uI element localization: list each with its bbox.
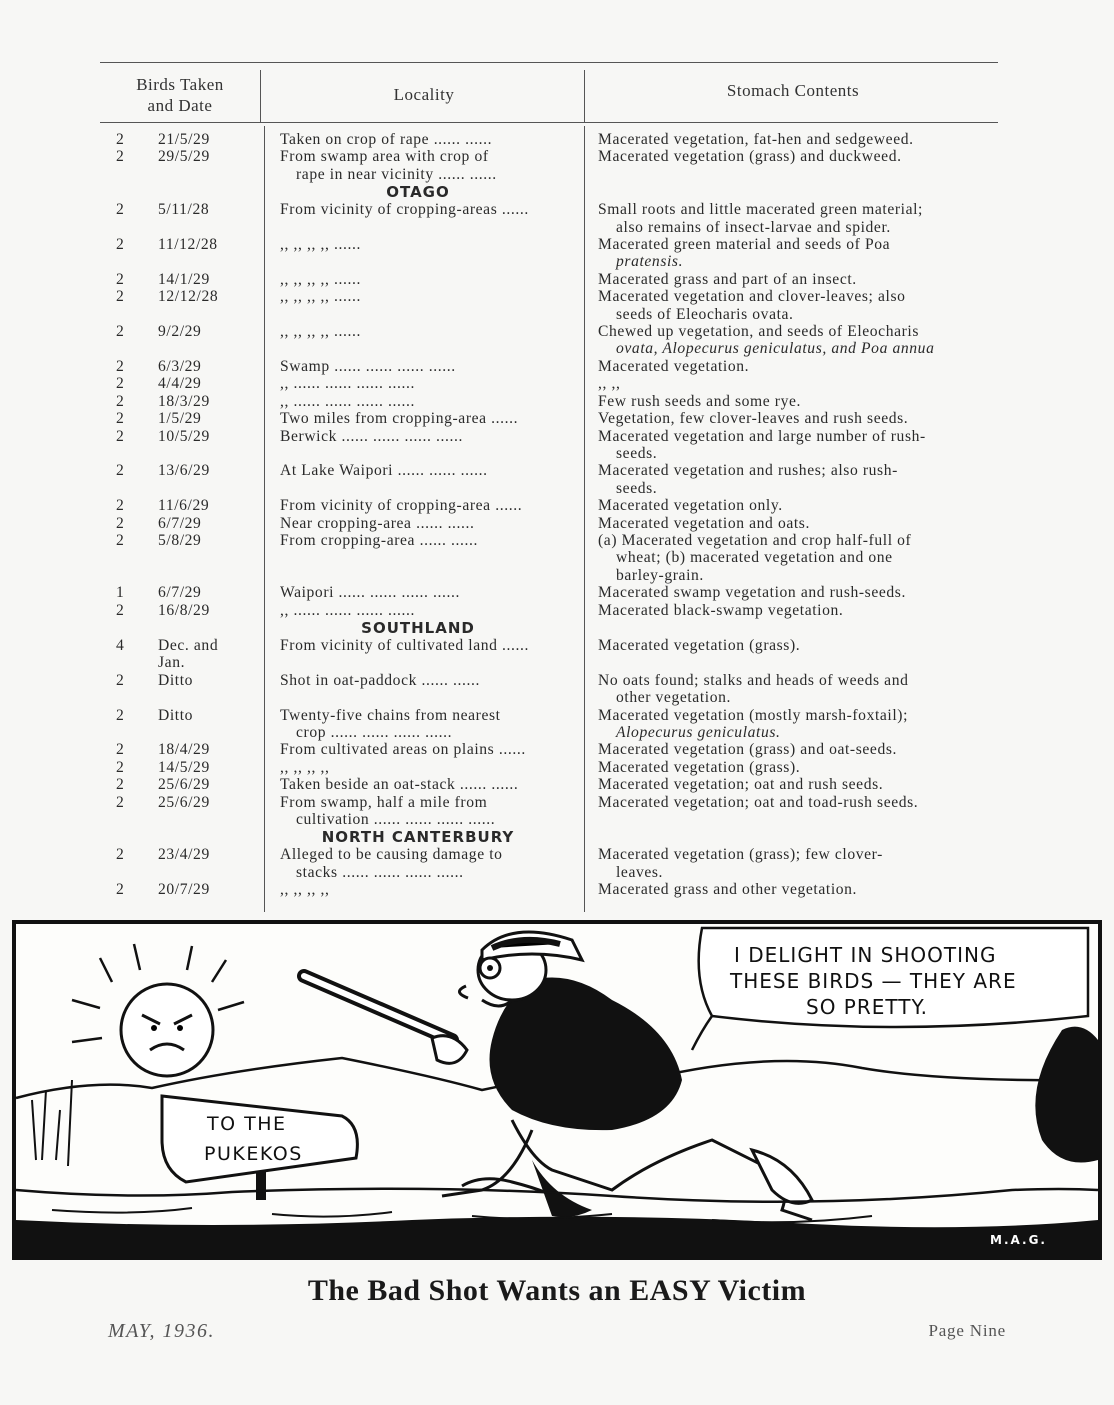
table-row bbox=[100, 497, 998, 514]
stomach-contents-cell: Few rush seeds and some rye. bbox=[598, 392, 802, 410]
table-row bbox=[100, 846, 998, 863]
table-row bbox=[100, 707, 998, 724]
stomach-contents-cell bbox=[572, 166, 998, 183]
stomach-contents-cell: also remains of insect-larvae and spider. bbox=[616, 218, 891, 236]
locality-cell: ,, ...... ...... ...... ...... bbox=[280, 375, 415, 393]
table-row bbox=[100, 637, 998, 654]
stomach-contents-cell bbox=[572, 654, 998, 671]
date-cell: 21/5/29 bbox=[158, 131, 210, 148]
locality-cell bbox=[264, 219, 572, 236]
bird-count-cell bbox=[100, 253, 140, 270]
stomach-contents-cell: Chewed up vegetation, and seeds of Eleocharis bbox=[598, 323, 920, 341]
table-row bbox=[100, 689, 998, 706]
stomach-contents-cell: Macerated vegetation (grass). bbox=[598, 636, 801, 654]
bird-count-cell: 2 bbox=[116, 236, 125, 254]
table-row bbox=[100, 358, 998, 375]
bird-count-cell bbox=[100, 166, 140, 183]
bird-count-cell bbox=[100, 567, 140, 584]
locality-cell: From cropping-area ...... ...... bbox=[280, 531, 479, 549]
stomach-contents-cell: ,, ,, bbox=[598, 375, 621, 393]
bird-count-cell bbox=[100, 445, 140, 462]
locality-cell: Near cropping-area ...... ...... bbox=[280, 514, 475, 532]
locality-cell: ,, ,, ,, ,, ...... bbox=[280, 270, 361, 288]
table-top-rule bbox=[100, 62, 998, 63]
locality-cell bbox=[264, 567, 572, 584]
table-row bbox=[100, 549, 998, 566]
table-row bbox=[100, 672, 998, 689]
stomach-contents-cell: Vegetation, few clover-leaves and rush seeds. bbox=[598, 410, 909, 428]
locality-cell bbox=[264, 340, 572, 357]
table-row bbox=[100, 271, 998, 288]
stomach-contents-cell: Macerated vegetation and large number of rush- bbox=[598, 427, 926, 445]
region-heading: SOUTHLAND bbox=[361, 618, 475, 637]
date-cell: 25/6/29 bbox=[158, 776, 210, 794]
speech-line-1: I DELIGHT IN SHOOTING bbox=[734, 943, 997, 967]
date-cell: 18/3/29 bbox=[158, 392, 210, 410]
bird-count-cell: 2 bbox=[116, 741, 125, 759]
stomach-contents-cell: seeds of Eleocharis ovata. bbox=[616, 305, 794, 323]
bird-count-cell: 4 bbox=[116, 636, 125, 654]
bird-count-cell: 2 bbox=[116, 793, 125, 811]
locality-cell: rape in near vicinity ...... ...... bbox=[296, 165, 497, 183]
date-cell: Dec. and bbox=[158, 636, 219, 654]
date-cell: 14/5/29 bbox=[158, 758, 210, 776]
locality-cell: ,, ,, ,, ,, ...... bbox=[280, 288, 361, 306]
stomach-contents-cell: Macerated vegetation (mostly marsh-foxtail); bbox=[598, 706, 909, 724]
locality-cell: Alleged to be causing damage to bbox=[280, 846, 503, 864]
locality-cell: ,, ...... ...... ...... ...... bbox=[280, 392, 415, 410]
table-row bbox=[100, 219, 998, 236]
cartoon-caption: The Bad Shot Wants an EASY Victim bbox=[307, 1274, 807, 1307]
table-row bbox=[100, 306, 998, 323]
table-row bbox=[100, 288, 998, 305]
table-row bbox=[100, 428, 998, 445]
locality-cell: From swamp area with crop of bbox=[280, 148, 489, 166]
bird-count-cell: 2 bbox=[116, 410, 125, 428]
table-row bbox=[100, 811, 998, 828]
locality-cell: Berwick ...... ...... ...... ...... bbox=[280, 427, 463, 445]
date-cell: 25/6/29 bbox=[158, 793, 210, 811]
bird-count-cell bbox=[100, 340, 140, 357]
date-cell bbox=[140, 567, 264, 584]
date-cell: Ditto bbox=[158, 706, 194, 724]
stomach-contents-cell: seeds. bbox=[616, 444, 658, 462]
bird-count-cell: 2 bbox=[116, 601, 125, 619]
date-cell: 6/3/29 bbox=[158, 357, 202, 375]
locality-cell: From cultivated areas on plains ...... bbox=[280, 741, 526, 759]
bird-count-cell: 2 bbox=[116, 392, 125, 410]
table-row bbox=[100, 375, 998, 392]
region-heading-row bbox=[100, 828, 998, 846]
bird-count-cell: 2 bbox=[116, 462, 125, 480]
date-cell bbox=[140, 864, 264, 881]
stomach-contents-cell: leaves. bbox=[616, 863, 664, 881]
bird-count-cell bbox=[100, 689, 140, 706]
header-divider-1 bbox=[260, 70, 261, 122]
stomach-contents-cell: seeds. bbox=[616, 479, 658, 497]
date-cell bbox=[140, 689, 264, 706]
date-cell: 1/5/29 bbox=[158, 410, 202, 428]
stomach-contents-cell: Macerated vegetation and clover-leaves; also bbox=[598, 288, 906, 306]
stomach-contents-cell: Alopecurus geniculatus. bbox=[616, 724, 781, 741]
date-cell bbox=[140, 445, 264, 462]
date-cell: Ditto bbox=[158, 671, 194, 689]
stomach-contents-cell: other vegetation. bbox=[616, 689, 731, 707]
bird-count-cell: 2 bbox=[116, 514, 125, 532]
locality-cell bbox=[264, 689, 572, 706]
stomach-contents-cell: Macerated vegetation and oats. bbox=[598, 514, 810, 532]
bird-count-cell bbox=[100, 724, 140, 741]
date-cell: 5/8/29 bbox=[158, 531, 202, 549]
bird-count-cell bbox=[100, 654, 140, 671]
date-cell: 29/5/29 bbox=[158, 148, 210, 166]
locality-cell bbox=[264, 306, 572, 323]
date-cell: 6/7/29 bbox=[158, 514, 202, 532]
stomach-contents-cell: No oats found; stalks and heads of weeds and bbox=[598, 671, 909, 689]
date-cell bbox=[140, 480, 264, 497]
date-cell bbox=[140, 253, 264, 270]
bird-count-cell: 2 bbox=[116, 270, 125, 288]
date-cell bbox=[140, 724, 264, 741]
date-cell: 11/12/28 bbox=[158, 236, 218, 254]
table-row bbox=[100, 515, 998, 532]
locality-cell bbox=[264, 480, 572, 497]
date-cell: Jan. bbox=[158, 654, 186, 672]
locality-cell: From vicinity of cropping-area ...... bbox=[280, 497, 523, 515]
bird-count-cell: 2 bbox=[116, 357, 125, 375]
locality-cell: ,, ...... ...... ...... ...... bbox=[280, 601, 415, 619]
table-row bbox=[100, 323, 998, 340]
table-row bbox=[100, 462, 998, 479]
stomach-contents-cell: (a) Macerated vegetation and crop half-full of bbox=[598, 531, 912, 549]
date-cell: 12/12/28 bbox=[158, 288, 219, 306]
bird-count-cell: 2 bbox=[116, 375, 125, 393]
locality-cell: From vicinity of cultivated land ...... bbox=[280, 636, 530, 654]
stomach-contents-cell: Macerated vegetation; oat and rush seeds. bbox=[598, 776, 884, 794]
date-cell: 5/11/28 bbox=[158, 201, 210, 219]
speech-line-2: THESE BIRDS — THEY ARE bbox=[730, 969, 1017, 993]
bird-count-cell: 2 bbox=[116, 881, 125, 899]
locality-cell: Shot in oat-paddock ...... ...... bbox=[280, 671, 480, 689]
locality-cell: ,, ,, ,, ,, bbox=[280, 758, 330, 776]
table-row bbox=[100, 654, 998, 671]
table-row bbox=[100, 776, 998, 793]
table-row bbox=[100, 759, 998, 776]
stomach-contents-cell: Macerated vegetation and rushes; also rush- bbox=[598, 462, 898, 480]
date-cell bbox=[140, 219, 264, 236]
speech-line-3: SO PRETTY. bbox=[806, 995, 928, 1019]
date-cell: 6/7/29 bbox=[158, 584, 202, 602]
stomach-contents-cell bbox=[572, 811, 998, 828]
bird-count-cell: 2 bbox=[116, 531, 125, 549]
stomach-contents-cell: Macerated vegetation (grass) and duckweed. bbox=[598, 148, 902, 166]
header-birds-line1: Birds Taken bbox=[136, 75, 224, 94]
region-heading-row bbox=[100, 183, 998, 201]
region-heading: NORTH CANTERBURY bbox=[321, 828, 515, 847]
cartoon bbox=[12, 920, 1102, 1260]
date-cell: 20/7/29 bbox=[158, 881, 210, 899]
table-row bbox=[100, 602, 998, 619]
table-row bbox=[100, 567, 998, 584]
stomach-contents-cell: Macerated black-swamp vegetation. bbox=[598, 601, 844, 619]
bird-count-cell: 2 bbox=[116, 201, 125, 219]
bird-count-cell: 2 bbox=[116, 758, 125, 776]
bird-count-cell: 2 bbox=[116, 288, 125, 306]
date-cell bbox=[140, 340, 264, 357]
stomach-contents-cell: Macerated grass and part of an insect. bbox=[598, 270, 857, 288]
locality-cell: ,, ,, ,, ,, bbox=[280, 881, 330, 899]
stomach-contents-cell: Macerated swamp vegetation and rush-seeds. bbox=[598, 584, 906, 602]
bird-count-cell bbox=[100, 306, 140, 323]
table-row bbox=[100, 253, 998, 270]
bird-count-cell: 2 bbox=[116, 706, 125, 724]
stomach-contents-cell: wheat; (b) macerated vegetation and one bbox=[616, 549, 893, 567]
stomach-contents-cell: Macerated vegetation; oat and toad-rush seeds. bbox=[598, 793, 919, 811]
locality-cell: From vicinity of cropping-areas ...... bbox=[280, 201, 529, 219]
sign-line-2: PUKEKOS bbox=[204, 1143, 303, 1165]
header-stomach: Stomach Contents bbox=[726, 81, 860, 100]
locality-cell: Twenty-five chains from nearest bbox=[280, 706, 501, 724]
artist-signature: M.A.G. bbox=[990, 1233, 1047, 1247]
bird-count-cell bbox=[100, 219, 140, 236]
table-row bbox=[100, 724, 998, 741]
bird-count-cell: 2 bbox=[116, 427, 125, 445]
header-locality: Locality bbox=[393, 85, 455, 104]
table-row bbox=[100, 445, 998, 462]
locality-cell: Taken beside an oat-stack ...... ...... bbox=[280, 776, 519, 794]
stomach-contents-cell: Macerated vegetation (grass) and oat-seeds. bbox=[598, 741, 898, 759]
table-row bbox=[100, 236, 998, 253]
stomach-contents-cell: Macerated vegetation, fat-hen and sedgeweed. bbox=[598, 131, 914, 148]
date-cell: 11/6/29 bbox=[158, 497, 210, 515]
stomach-contents-cell: Small roots and little macerated green material; bbox=[598, 201, 923, 219]
header-birds bbox=[100, 74, 260, 116]
date-cell: 4/4/29 bbox=[158, 375, 202, 393]
table-header-rule bbox=[100, 122, 998, 123]
stomach-contents-cell: Macerated vegetation. bbox=[598, 357, 750, 375]
stomach-contents-cell: Macerated green material and seeds of Poa bbox=[598, 236, 891, 254]
bird-count-cell: 2 bbox=[116, 671, 125, 689]
bird-count-cell bbox=[100, 480, 140, 497]
locality-cell bbox=[264, 549, 572, 566]
locality-cell: ,, ,, ,, ,, ...... bbox=[280, 323, 361, 341]
locality-cell: ,, ,, ,, ,, ...... bbox=[280, 236, 361, 254]
table-row bbox=[100, 166, 998, 183]
bird-count-cell: 2 bbox=[116, 776, 125, 794]
stomach-contents-cell: Macerated grass and other vegetation. bbox=[598, 881, 858, 899]
footer-date: MAY, 1936. bbox=[108, 1320, 216, 1342]
locality-cell bbox=[264, 253, 572, 270]
locality-cell bbox=[264, 445, 572, 462]
date-cell: 18/4/29 bbox=[158, 741, 210, 759]
table-row bbox=[100, 864, 998, 881]
bird-count-cell bbox=[100, 549, 140, 566]
stomach-contents-cell: barley-grain. bbox=[616, 566, 704, 584]
header-divider-2 bbox=[584, 70, 585, 122]
date-cell: 16/8/29 bbox=[158, 601, 210, 619]
date-cell bbox=[140, 549, 264, 566]
table-row bbox=[100, 881, 998, 898]
locality-cell: From swamp, half a mile from bbox=[280, 793, 488, 811]
table-row bbox=[100, 393, 998, 410]
table-row bbox=[100, 584, 998, 601]
stomach-contents-cell: ovata, Alopecurus geniculatus, and Poa annua bbox=[616, 340, 935, 358]
bird-count-cell bbox=[100, 864, 140, 881]
stomach-contents-cell: pratensis. bbox=[616, 253, 684, 271]
table-row bbox=[100, 410, 998, 427]
locality-cell: Waipori ...... ...... ...... ...... bbox=[280, 584, 460, 602]
bird-count-cell: 2 bbox=[116, 131, 125, 148]
locality-cell: stacks ...... ...... ...... ...... bbox=[296, 863, 464, 881]
date-cell: 14/1/29 bbox=[158, 270, 210, 288]
locality-cell: Taken on crop of rape ...... ...... bbox=[280, 131, 493, 148]
date-cell: 10/5/29 bbox=[158, 427, 210, 445]
date-cell bbox=[140, 306, 264, 323]
date-cell: 23/4/29 bbox=[158, 846, 210, 864]
table-body bbox=[100, 131, 998, 899]
table-row bbox=[100, 131, 998, 148]
bird-count-cell: 1 bbox=[116, 584, 125, 602]
table-row bbox=[100, 532, 998, 549]
locality-cell: Two miles from cropping-area ...... bbox=[280, 410, 519, 428]
stomach-contents-cell: Macerated vegetation (grass); few clover- bbox=[598, 846, 883, 864]
locality-cell: crop ...... ...... ...... ...... bbox=[296, 724, 453, 741]
table-row bbox=[100, 201, 998, 218]
table-row bbox=[100, 794, 998, 811]
bird-count-cell bbox=[100, 811, 140, 828]
region-heading: OTAGO bbox=[386, 183, 450, 202]
table-row bbox=[100, 340, 998, 357]
date-cell bbox=[140, 811, 264, 828]
date-cell bbox=[140, 166, 264, 183]
bird-count-cell: 2 bbox=[116, 846, 125, 864]
sign-line-1: TO THE bbox=[207, 1113, 287, 1135]
locality-cell bbox=[264, 654, 572, 671]
locality-cell: cultivation ...... ...... ...... ...... bbox=[296, 811, 496, 829]
table-row bbox=[100, 480, 998, 497]
locality-cell: At Lake Waipori ...... ...... ...... bbox=[280, 462, 488, 480]
stomach-contents-cell: Macerated vegetation (grass). bbox=[598, 758, 801, 776]
table-row bbox=[100, 741, 998, 758]
date-cell: 9/2/29 bbox=[158, 323, 202, 341]
region-heading-row bbox=[100, 619, 998, 637]
footer-page-number: Page Nine bbox=[928, 1321, 1006, 1340]
bird-count-cell: 2 bbox=[116, 323, 125, 341]
table-row bbox=[100, 148, 998, 165]
header-birds-line2: and Date bbox=[147, 96, 213, 115]
locality-cell: Swamp ...... ...... ...... ...... bbox=[280, 357, 456, 375]
bird-count-cell: 2 bbox=[116, 148, 125, 166]
stomach-contents-cell: Macerated vegetation only. bbox=[598, 497, 783, 515]
date-cell: 13/6/29 bbox=[158, 462, 210, 480]
bird-count-cell: 2 bbox=[116, 497, 125, 515]
